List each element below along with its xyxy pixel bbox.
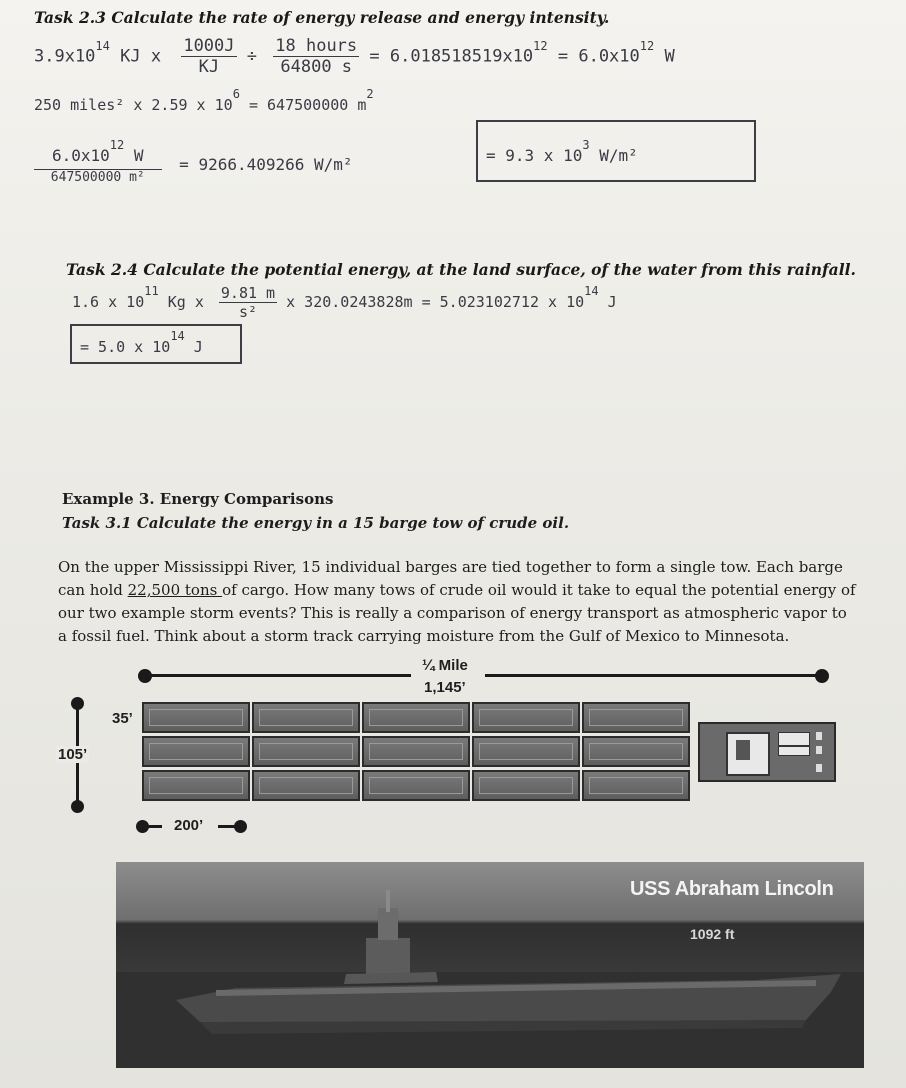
task-2-3-line3 <box>34 138 353 185</box>
tow-width-label: 105’ <box>58 746 88 763</box>
fraction-numerator: 1000J <box>183 36 235 56</box>
fraction-numerator: 9.81 m <box>220 284 276 302</box>
mass-value: 1.6 x 10 <box>72 293 145 311</box>
fraction-numerator <box>34 138 162 170</box>
towboat-stack <box>736 740 750 760</box>
barge <box>362 770 470 801</box>
task-2-3-line1 <box>34 36 675 77</box>
dimension-endpoint <box>138 669 152 683</box>
exponent: 11 <box>144 284 159 298</box>
example-3-paragraph <box>58 556 858 648</box>
intensity-result: = 9266.409266 W/m² <box>179 155 353 174</box>
ship-name: USS Abraham Lincoln <box>630 878 834 900</box>
energy-result: x 320.0243828m = 5.023102712 x 10 <box>286 293 585 311</box>
barge-width-label: 35’ <box>112 710 133 727</box>
exponent: 6 <box>232 87 240 101</box>
towboat-deck-block <box>778 746 810 756</box>
barge <box>472 702 580 733</box>
towboat-marker <box>816 732 822 740</box>
barge <box>472 736 580 767</box>
result-2: = 6.0x10 <box>557 46 640 67</box>
unit: W <box>133 146 144 165</box>
task-2-3-title: Task 2.3 Calculate the rate of energy release and energy intensity. <box>34 8 610 27</box>
exponent: 14 <box>95 38 110 53</box>
example-3-heading: Example 3. Energy Comparisons <box>62 490 334 508</box>
barge <box>142 736 250 767</box>
towboat-marker <box>816 746 822 754</box>
barge <box>472 770 580 801</box>
barge <box>582 736 690 767</box>
unit: J <box>607 293 617 311</box>
barge <box>582 770 690 801</box>
fraction-denominator: 64800 s <box>280 57 353 77</box>
towboat-deck-block <box>778 732 810 746</box>
ship-length: 1092 ft <box>690 926 735 942</box>
operator: ÷ <box>246 46 258 67</box>
dimension-endpoint <box>71 697 84 710</box>
task-2-4-line1 <box>72 284 617 321</box>
barge <box>362 702 470 733</box>
dimension-endpoint <box>71 800 84 813</box>
task-2-3-line2 <box>34 87 374 114</box>
dimension-endpoint <box>815 669 829 683</box>
exponent: 12 <box>639 38 655 53</box>
area-result: = 647500000 m <box>248 96 367 114</box>
dimension-endpoint <box>136 820 149 833</box>
barge <box>252 770 360 801</box>
boxed-answer: = 9.3 x 10 <box>486 146 583 165</box>
unit: W/m² <box>599 146 638 165</box>
barge <box>142 770 250 801</box>
paragraph-underlined: 22,500 tons <box>127 581 223 599</box>
intensity-fraction <box>34 138 162 185</box>
task-2-4-answer-box <box>70 324 242 364</box>
fraction-numerator: 18 hours <box>275 36 358 56</box>
exponent: 14 <box>584 284 599 298</box>
paragraph-text: of cargo. How many tows of crude oil would it take to equal the potential energy of our two example storm events? This is really a comparison of energy transport as atmospheric vapor to a fossil fuel. Think about a storm track carrying moisture from the Gulf of Mexico to Minnesota. <box>58 581 856 645</box>
aircraft-carrier-photo <box>116 862 864 1068</box>
paragraph-text: On the upper Mississippi River, 15 individual barges are tied together to form a single tow. Each barge can hold <box>58 558 843 599</box>
barge <box>582 702 690 733</box>
fraction-denominator: 647500000 m² <box>50 170 145 185</box>
unit: J <box>193 338 203 356</box>
unit: KJ x <box>120 46 162 67</box>
task-2-4-title: Task 2.4 Calculate the potential energy, at the land surface, of the water from this rainfall. <box>66 260 856 279</box>
exponent: 14 <box>170 329 185 343</box>
numerator-value: 6.0x10 <box>52 146 110 165</box>
coefficient: 3.9x10 <box>34 46 96 67</box>
fraction-denominator: s² <box>238 303 258 321</box>
exponent: 3 <box>582 138 590 152</box>
task-2-3-answer-box <box>476 120 756 182</box>
exponent: 2 <box>366 87 374 101</box>
exponent: 12 <box>109 138 125 152</box>
exponent: 12 <box>533 38 548 53</box>
barge <box>142 702 250 733</box>
length-dimension-line <box>146 674 411 677</box>
towboat <box>698 722 836 782</box>
barge <box>252 736 360 767</box>
conversion-fraction-2 <box>273 36 359 77</box>
boxed-answer: = 5.0 x 10 <box>80 338 171 356</box>
conversion-fraction-1 <box>181 36 236 77</box>
area-conversion: 250 miles² x 2.59 x 10 <box>34 96 233 114</box>
towboat-marker <box>816 764 822 772</box>
dimension-endpoint <box>234 820 247 833</box>
result-1: = 6.018518519x10 <box>369 46 534 67</box>
length-label: ¼ Mile <box>422 657 468 674</box>
unit: Kg x <box>167 293 204 311</box>
barge <box>362 736 470 767</box>
barge-length-label: 200’ <box>174 817 204 834</box>
task-3-1-title: Task 3.1 Calculate the energy in a 15 barge tow of crude oil. <box>62 514 570 532</box>
length-dimension-line <box>485 674 821 677</box>
gravity-fraction <box>219 284 277 321</box>
barge <box>252 702 360 733</box>
fraction-denominator: KJ <box>198 57 220 77</box>
length-value: 1,145’ <box>424 679 466 696</box>
unit: W <box>664 46 675 67</box>
